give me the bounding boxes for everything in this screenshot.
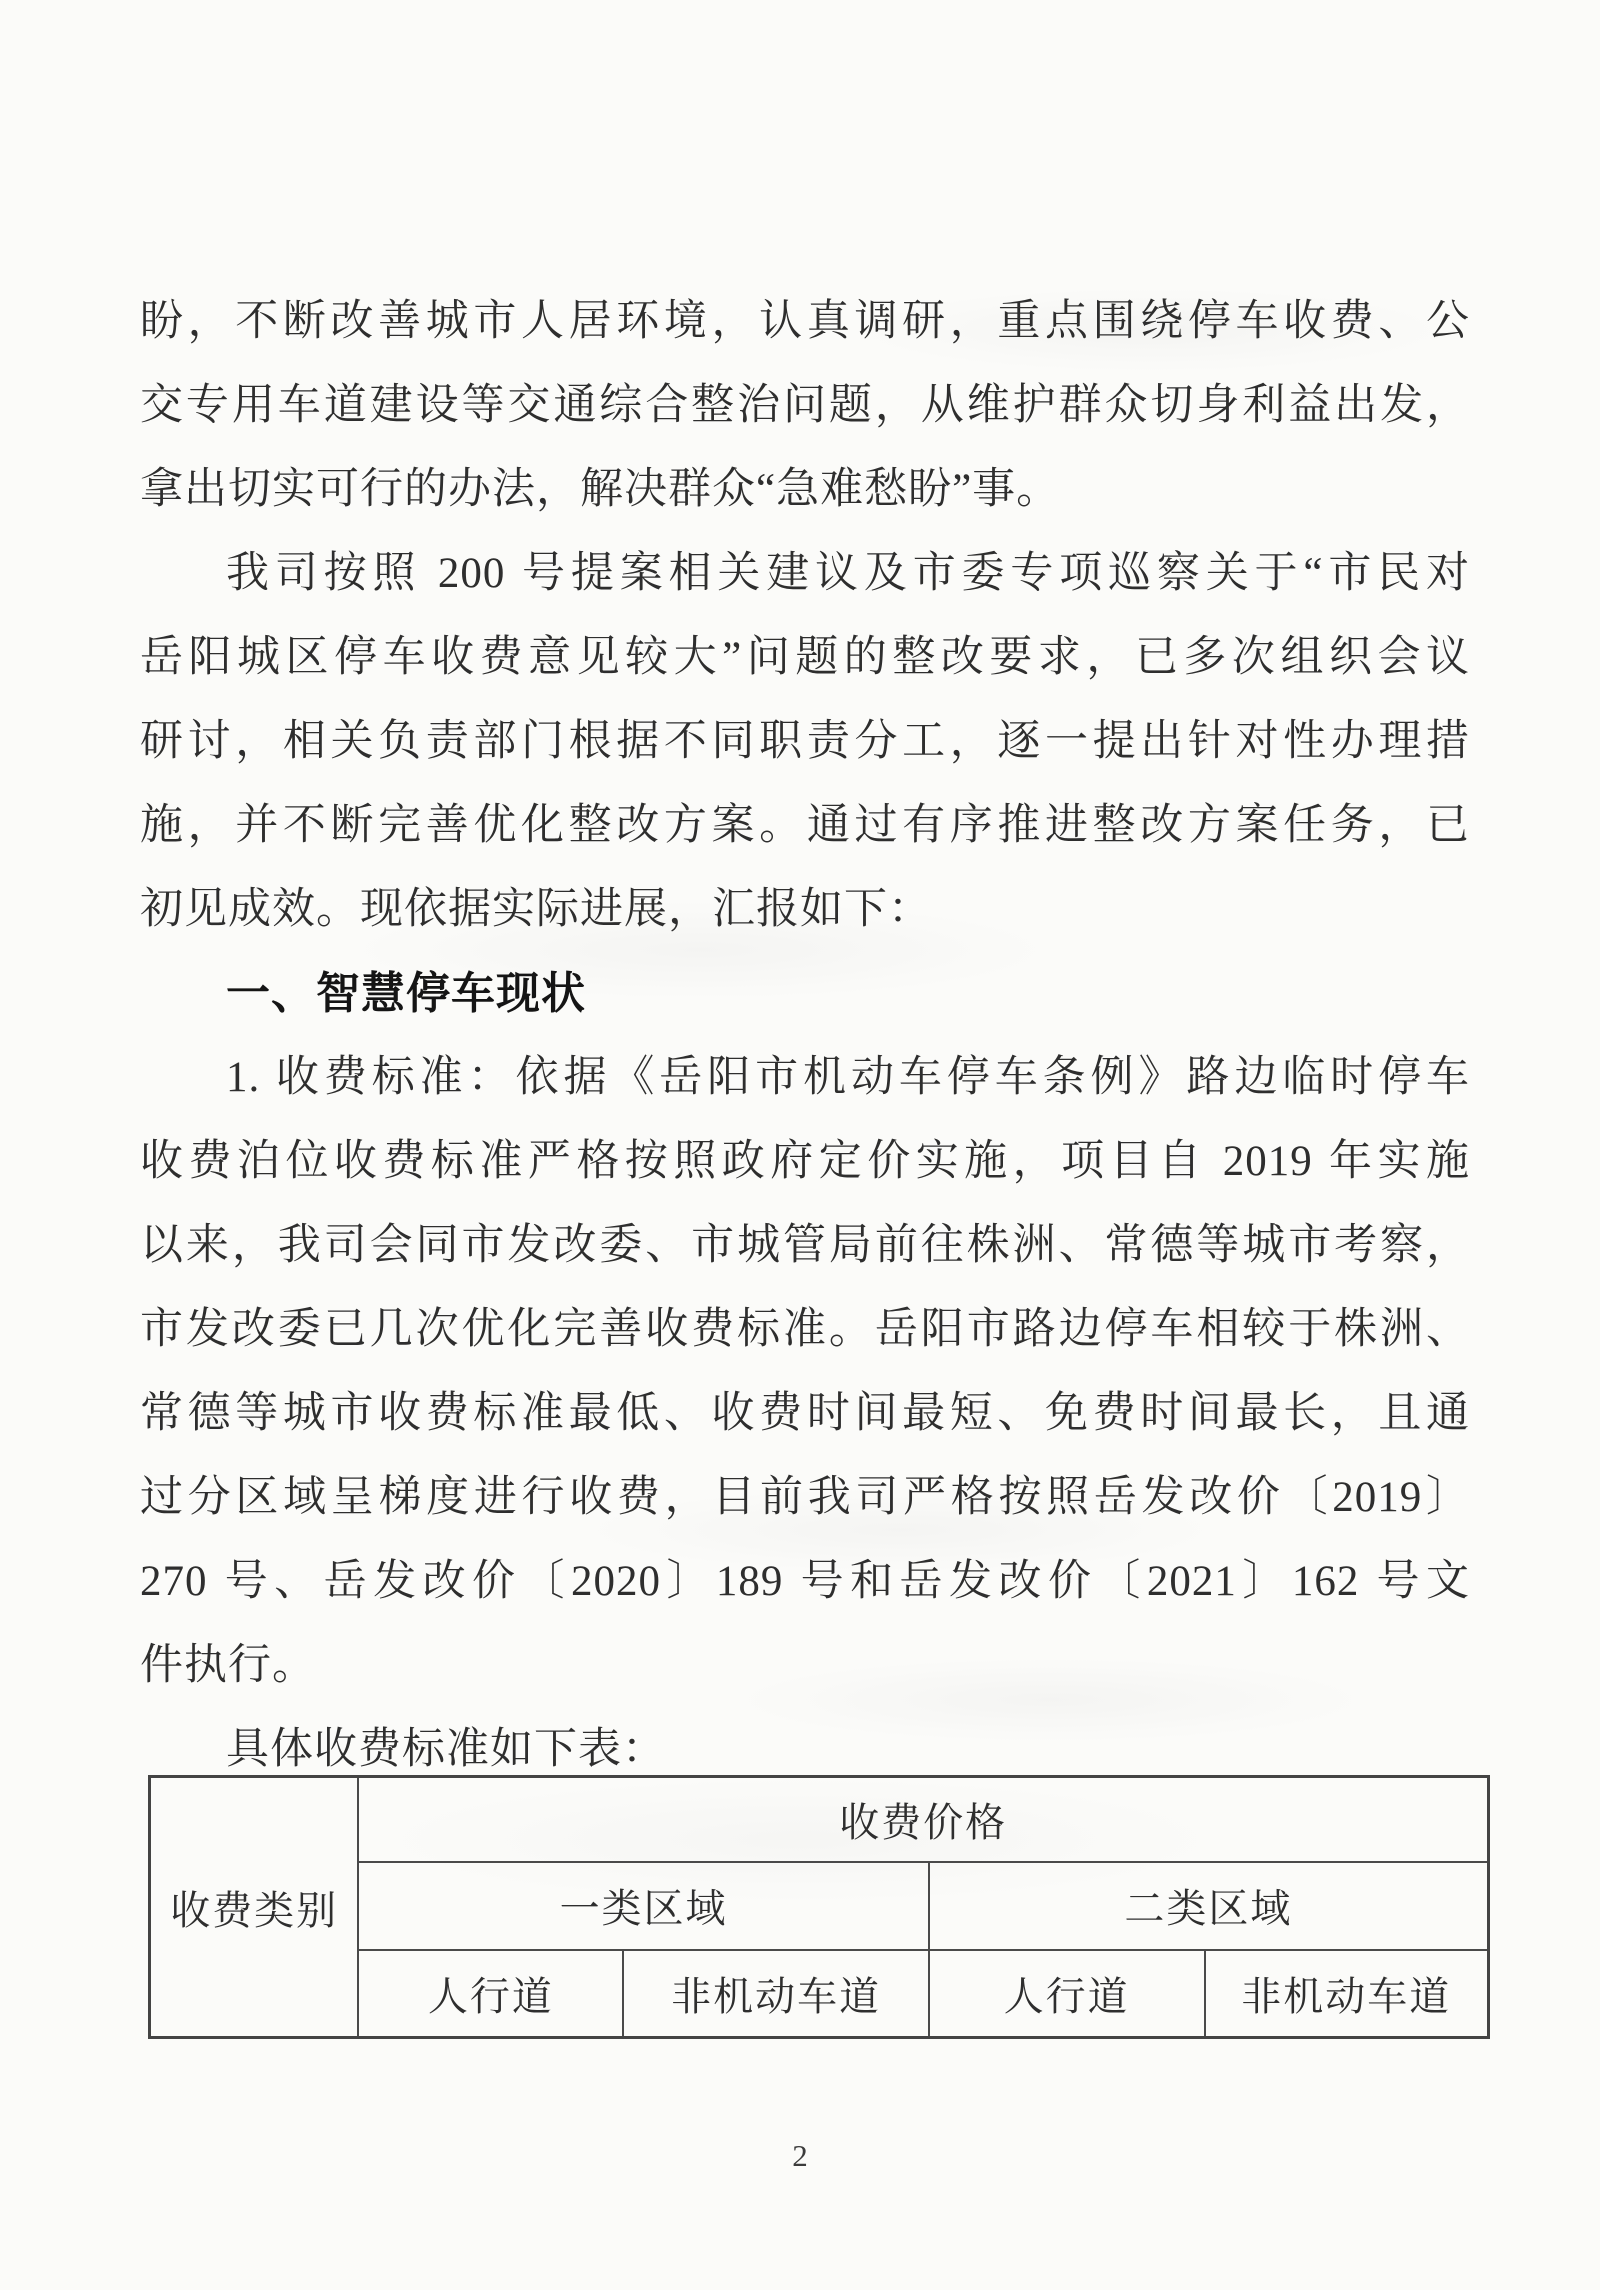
body-line: 施，并不断完善优化整改方案。通过有序推进整改方案任务，已 — [140, 802, 1470, 849]
table-cell-zone-1: 一类区域 — [358, 1862, 928, 1950]
section-heading: 一、智慧停车现状 — [226, 969, 586, 1018]
table-cell-lane: 非机动车道 — [623, 1950, 928, 2038]
body-line: 270 号、岳发改价〔2020〕189 号和岳发改价〔2021〕162 号文 — [140, 1558, 1470, 1605]
body-line: 岳阳城区停车收费意见较大”问题的整改要求，已多次组织会议 — [140, 634, 1470, 681]
table-cell-lane: 人行道 — [358, 1950, 623, 2038]
body-line: 件执行。 — [140, 1642, 316, 1689]
fee-standard-table — [148, 1775, 1490, 2039]
table-cell-zone-2: 二类区域 — [929, 1862, 1489, 1950]
body-line: 研讨，相关负责部门根据不同职责分工，逐一提出针对性办理措 — [140, 718, 1470, 765]
body-line: 1. 收费标准：依据《岳阳市机动车停车条例》路边临时停车 — [226, 1054, 1470, 1101]
document-body — [140, 280, 1470, 1792]
table-cell-price-header: 收费价格 — [358, 1777, 1488, 1862]
body-line: 市发改委已几次优化完善收费标准。岳阳市路边停车相较于株洲、 — [140, 1306, 1470, 1353]
body-line: 拿出切实可行的办法，解决群众“急难愁盼”事。 — [140, 466, 1061, 513]
body-line: 常德等城市收费标准最低、收费时间最短、免费时间最长，且通 — [140, 1390, 1470, 1437]
table-cell-category: 收费类别 — [150, 1777, 359, 2038]
table-caption: 具体收费标准如下表： — [226, 1726, 666, 1773]
body-line: 盼，不断改善城市人居环境，认真调研，重点围绕停车收费、公 — [140, 298, 1470, 345]
body-line: 以来，我司会同市发改委、市城管局前往株洲、常德等城市考察， — [140, 1222, 1470, 1269]
body-line: 过分区域呈梯度进行收费，目前我司严格按照岳发改价〔2019〕 — [140, 1474, 1470, 1521]
body-line: 收费泊位收费标准严格按照政府定价实施，项目自 2019 年实施 — [140, 1138, 1470, 1185]
table-cell-lane: 非机动车道 — [1205, 1950, 1489, 2038]
table-cell-lane: 人行道 — [929, 1950, 1205, 2038]
body-line: 我司按照 200 号提案相关建议及市委专项巡察关于“市民对 — [226, 550, 1470, 597]
body-line: 初见成效。现依据实际进展，汇报如下： — [140, 886, 932, 933]
page-number: 2 — [792, 2138, 808, 2173]
body-line: 交专用车道建设等交通综合整治问题，从维护群众切身利益出发， — [140, 382, 1470, 429]
